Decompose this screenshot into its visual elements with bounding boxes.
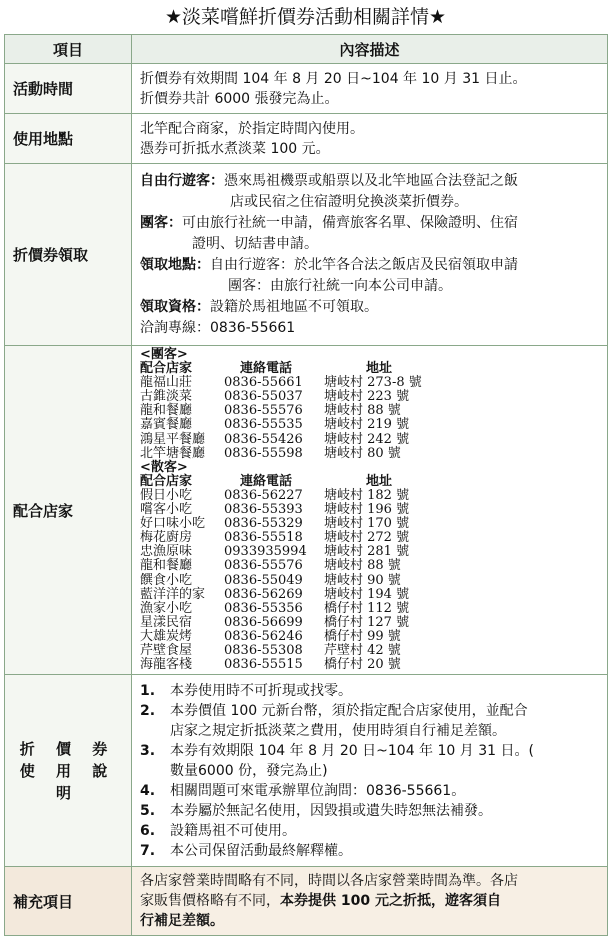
notes-label-line-2: 使 用 說 明 <box>19 761 116 802</box>
store-address: 塘岐村 88 號 <box>324 403 401 419</box>
period-line-1: 折價券有效期間 104 年 8 月 20 日~104 年 10 月 31 日止。 <box>140 70 527 87</box>
claim-content <box>132 164 608 346</box>
store-phone: 0836-55576 <box>224 558 303 574</box>
claim-qual-label: 領取資格： <box>140 298 210 315</box>
claim-group <box>140 213 601 234</box>
store-phone: 0836-56227 <box>224 487 303 503</box>
location-line-2: 憑券可折抵水煮淡菜 100 元。 <box>140 140 330 157</box>
period-content <box>132 64 608 114</box>
claim-qual <box>140 297 601 318</box>
col-address: 地址 <box>366 361 393 377</box>
store-address: 橋仔村 20 號 <box>324 657 401 673</box>
store-row <box>140 447 601 461</box>
note-number: 2. <box>140 702 156 719</box>
extra-line-1: 各店家營業時間略有不同，時間以各店家營業時間為準。各店 <box>140 873 518 890</box>
col-store: 配合店家 <box>140 361 193 377</box>
store-phone: 0836-55515 <box>224 657 303 673</box>
claim-row <box>5 164 608 346</box>
store-phone: 0836-56246 <box>224 628 303 644</box>
note-text-line-2: 店家之規定折抵淡菜之費用，使用時須自行補足差額。 <box>170 722 506 739</box>
col-phone: 連絡電話 <box>240 361 293 377</box>
note-text <box>170 821 296 841</box>
notes-label-line-1: 折 價 券 <box>19 739 116 758</box>
store-address: 芹壁村 42 號 <box>324 642 401 658</box>
note-number: 3. <box>140 742 156 759</box>
store-name: 梅花廚房 <box>140 530 193 546</box>
note-text-line-1: 設籍馬祖不可使用。 <box>170 822 296 839</box>
extra-line-2 <box>140 891 601 911</box>
extra-line-2a: 家販售價格略有不同， <box>140 893 280 910</box>
claim-place <box>140 255 601 276</box>
store-phone: 0836-56269 <box>224 586 303 602</box>
table-header-row <box>5 35 608 64</box>
notes-row <box>5 675 608 867</box>
store-row <box>140 588 601 602</box>
store-name: 星漾民宿 <box>140 614 193 630</box>
stores-indiv-title: <散客> <box>140 459 188 475</box>
claim-place-label: 領取地點： <box>140 256 210 273</box>
store-row <box>140 602 601 616</box>
store-row <box>140 559 601 573</box>
store-address: 塘岐村 281 號 <box>324 544 410 560</box>
claim-group-text1: 可由旅行社統一申請，備齊旅客名單、保險證明、住宿 <box>182 214 518 231</box>
stores-row <box>5 346 608 675</box>
store-address: 塘岐村 194 號 <box>324 586 410 602</box>
store-name: 芹壁食屋 <box>140 642 193 658</box>
extra-line-3: 行補足差額。 <box>140 913 224 930</box>
claim-hotline: 洽詢專線：0836-55661 <box>140 319 296 336</box>
store-name: 藍洋洋的家 <box>140 586 206 602</box>
page-title: ★淡菜嚐鮮折價券活動相關詳情★ <box>164 6 447 28</box>
store-name: 龍福山莊 <box>140 375 193 391</box>
note-text-line-1: 本券屬於無記名使用，因毀損或遺失時恕無法補發。 <box>170 802 492 819</box>
period-line-2: 折價券共計 6000 張發完為止。 <box>140 90 339 107</box>
note-number: 6. <box>140 822 156 839</box>
claim-free-text1: 憑來馬祖機票或船票以及北竿地區合法登記之飯 <box>224 172 518 189</box>
note-text-line-1: 本券使用時不可折現或找零。 <box>170 682 352 699</box>
store-address: 橋仔村 127 號 <box>324 614 410 630</box>
store-row <box>140 489 601 503</box>
note-item <box>140 821 601 841</box>
note-text <box>170 801 492 821</box>
store-row <box>140 503 601 517</box>
store-phone: 0836-56699 <box>224 614 303 630</box>
store-phone: 0836-55576 <box>224 403 303 419</box>
note-item <box>140 781 601 801</box>
note-text <box>170 741 534 781</box>
notes-label <box>5 675 132 867</box>
store-name: 嚐客小吃 <box>140 502 193 518</box>
notes-list <box>140 681 601 861</box>
note-item <box>140 841 601 861</box>
store-name: 大雄炭烤 <box>140 628 193 644</box>
stores-group-list <box>140 376 601 461</box>
store-address: 橋仔村 112 號 <box>324 600 410 616</box>
note-text-line-1: 相關問題可來電承辦單位詢問：0836-55661。 <box>170 782 466 799</box>
note-number: 1. <box>140 682 156 699</box>
store-address: 塘岐村 170 號 <box>324 516 410 532</box>
note-number: 4. <box>140 782 156 799</box>
store-row <box>140 433 601 447</box>
store-phone: 0836-55049 <box>224 572 303 588</box>
store-phone: 0836-55037 <box>224 389 303 405</box>
store-phone: 0836-55356 <box>224 600 303 616</box>
store-name: 好口味小吃 <box>140 516 206 532</box>
stores-label: 配合店家 <box>5 346 132 675</box>
claim-place-text2: 團客：由旅行社統一向本公司申請。 <box>228 277 452 294</box>
store-row <box>140 418 601 432</box>
claim-place-text1: 自由行遊客：於北竿各合法之飯店及民宿領取申請 <box>210 256 518 273</box>
store-address: 塘岐村 90 號 <box>324 572 401 588</box>
store-address: 塘岐村 196 號 <box>324 502 410 518</box>
store-row <box>140 644 601 658</box>
note-number: 5. <box>140 802 156 819</box>
location-label: 使用地點 <box>5 114 132 164</box>
store-name: 北竿塘餐廳 <box>140 445 206 461</box>
period-row <box>5 64 608 114</box>
store-row <box>140 630 601 644</box>
store-phone: 0836-55661 <box>224 375 303 391</box>
store-address: 塘岐村 272 號 <box>324 530 410 546</box>
store-name: 饌食小吃 <box>140 572 193 588</box>
store-phone: 0933935994 <box>224 544 307 560</box>
claim-free-text2: 店或民宿之住宿證明兌換淡菜折價券。 <box>230 193 468 210</box>
store-row <box>140 616 601 630</box>
stores-group-title: <團客> <box>140 347 188 362</box>
header-content: 內容描述 <box>132 35 608 64</box>
store-phone: 0836-55308 <box>224 642 303 658</box>
store-address: 塘岐村 182 號 <box>324 487 410 503</box>
store-phone: 0836-55535 <box>224 417 303 433</box>
store-name: 龍和餐廳 <box>140 403 193 419</box>
location-line-1: 北竿配合商家，於指定時間內使用。 <box>140 120 364 137</box>
note-item <box>140 801 601 821</box>
col-address: 地址 <box>366 473 393 489</box>
claim-label: 折價券領取 <box>5 164 132 346</box>
stores-indiv-list <box>140 489 601 672</box>
store-name: 假日小吃 <box>140 487 193 503</box>
note-text-line-1: 本券有效期限 104 年 8 月 20 日~104 年 10 月 31 日。( <box>170 742 534 759</box>
store-name: 古錐淡菜 <box>140 389 193 405</box>
header-item: 項目 <box>5 35 132 64</box>
extra-content <box>132 867 608 936</box>
notes-content <box>132 675 608 867</box>
store-name: 嘉賓餐廳 <box>140 417 193 433</box>
extra-row <box>5 867 608 936</box>
note-text-line-2: 數量6000 份，發完為止) <box>170 762 328 779</box>
store-row <box>140 574 601 588</box>
claim-group-label: 團客： <box>140 214 182 231</box>
store-name: 忠漁原味 <box>140 544 193 560</box>
note-item <box>140 681 601 701</box>
stores-content <box>132 346 608 675</box>
store-phone: 0836-55393 <box>224 502 303 518</box>
period-label: 活動時間 <box>5 64 132 114</box>
claim-qual-text: 設籍於馬祖地區不可領取。 <box>210 298 378 315</box>
store-name: 漁家小吃 <box>140 600 193 616</box>
claim-group-text2: 證明、切結書申請。 <box>192 235 318 252</box>
store-name: 龍和餐廳 <box>140 558 193 574</box>
note-text <box>170 681 352 701</box>
store-address: 塘岐村 88 號 <box>324 558 401 574</box>
note-text <box>170 841 352 861</box>
claim-free-label: 自由行遊客： <box>140 172 224 189</box>
note-item <box>140 701 601 741</box>
location-content <box>132 114 608 164</box>
note-number: 7. <box>140 842 156 859</box>
store-address: 塘岐村 219 號 <box>324 417 410 433</box>
note-text <box>170 781 465 801</box>
store-name: 海龍客棧 <box>140 657 193 673</box>
location-row <box>5 114 608 164</box>
store-address: 塘岐村 80 號 <box>324 445 401 461</box>
col-phone: 連絡電話 <box>240 473 293 489</box>
store-address: 塘岐村 223 號 <box>324 389 410 405</box>
store-phone: 0836-55598 <box>224 445 303 461</box>
store-row <box>140 658 601 672</box>
col-store: 配合店家 <box>140 473 193 489</box>
details-table <box>4 34 608 936</box>
store-phone: 0836-55426 <box>224 431 303 447</box>
store-address: 橋仔村 99 號 <box>324 628 401 644</box>
store-address: 塘岐村 273-8 號 <box>324 375 422 391</box>
extra-label: 補充項目 <box>5 867 132 936</box>
note-text-line-1: 本券價值 100 元新台幣，須於指定配合店家使用，並配合 <box>170 702 528 719</box>
store-name: 鴻星平餐廳 <box>140 431 206 447</box>
note-item <box>140 741 601 781</box>
store-phone: 0836-55518 <box>224 530 303 546</box>
claim-free <box>140 171 601 192</box>
note-text <box>170 701 528 741</box>
extra-line-2b: 本券提供 100 元之折抵，遊客須自 <box>280 893 501 910</box>
stores-indiv-columns <box>140 475 601 489</box>
store-phone: 0836-55329 <box>224 516 303 532</box>
store-address: 塘岐村 242 號 <box>324 431 410 447</box>
note-text-line-1: 本公司保留活動最終解釋權。 <box>170 842 352 859</box>
